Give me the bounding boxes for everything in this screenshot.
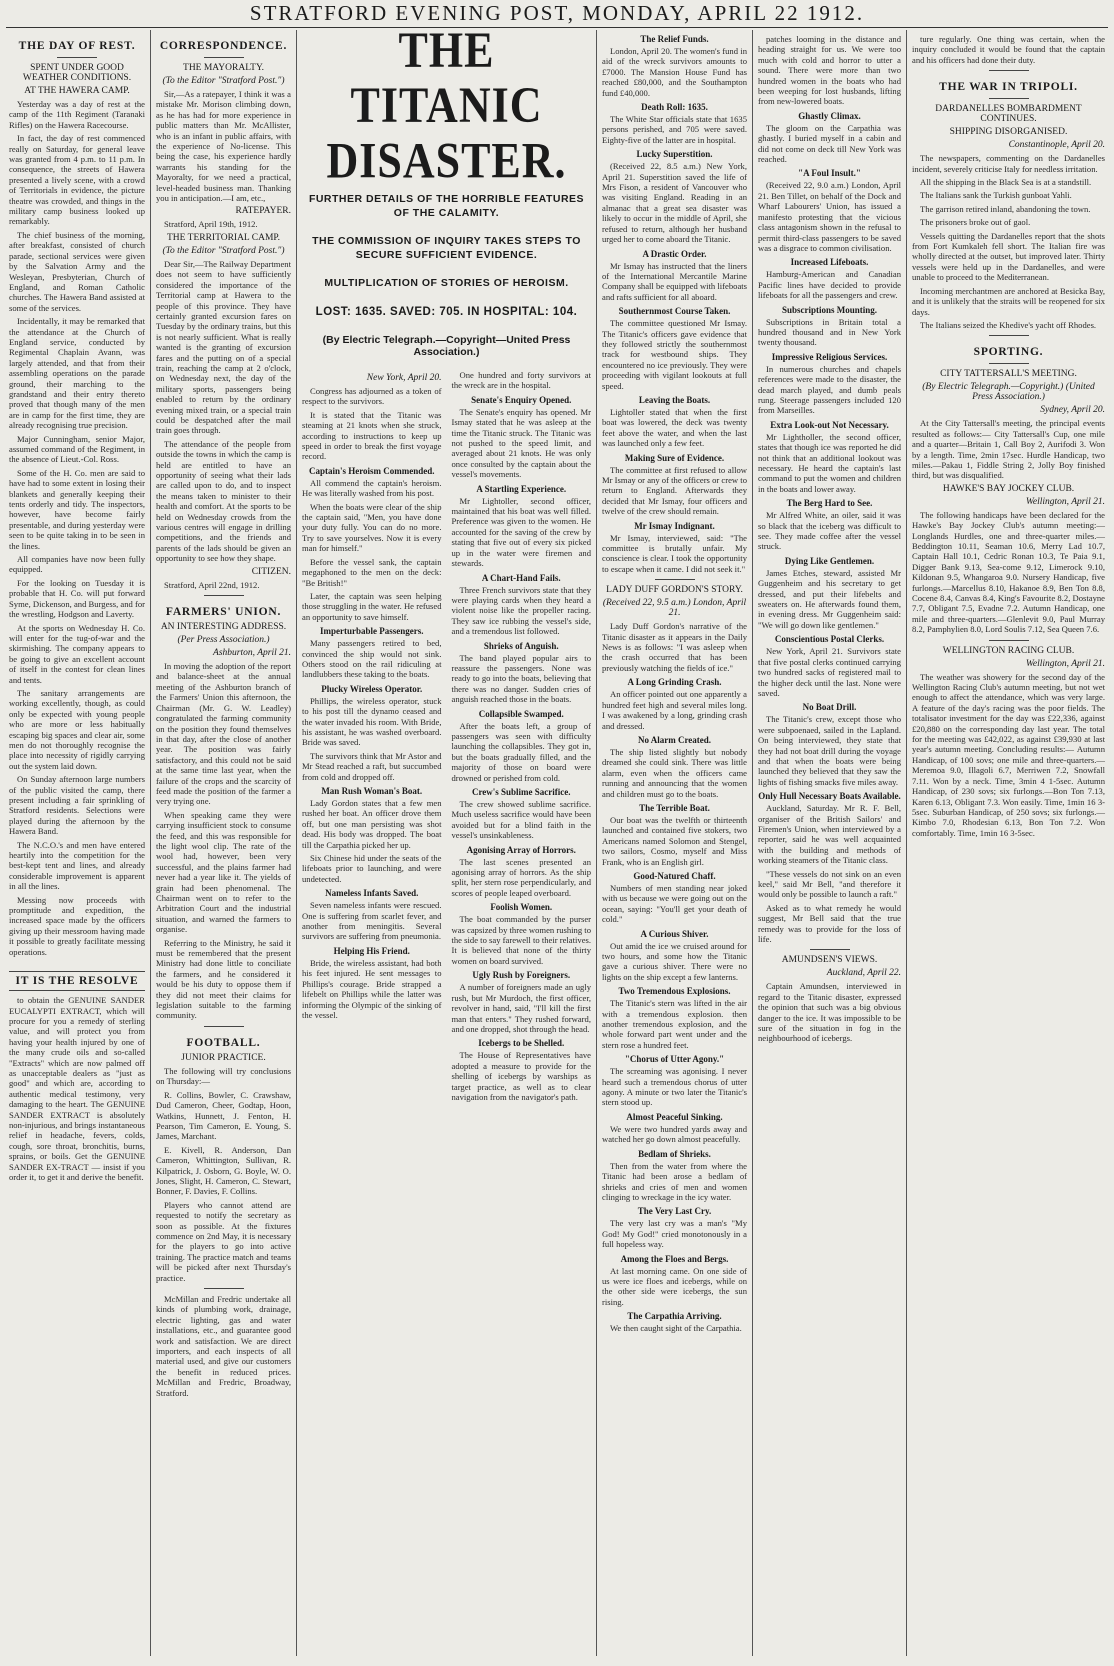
dateline: Sydney, April 20. [1040,405,1105,416]
paragraph: The N.C.O.'s and men have entered heartily into the competition for the best-kept tent and lines, and already considerable improvement is apparent in all the lines. [9,839,145,892]
paragraph: Dear Sir,—The Railway Department does not seem to have sufficiently considered the importance of the Territorial camp at Hawera to the people of this province. They have certainly granted excursion fares on Tuesday by the ordinary trains, but this is not nearly sufficient. What is really wanted is the granting of excursion fares and the putting on of a special train, reaching the camp at 2 o'clock, on Wednesday next, the day of the military sports, passengers being enabled to return by the ordinary evening mixed train, or a special train could be despatched after the mail train goes through. [156,258,291,436]
crosshead: Man Rush Woman's Boat. [321,786,423,796]
paragraph: In moving the adoption of the report and balance-sheet at the annual meeting of the Ashburton branch of the Farmers' Union this afternoon, the Chairman (Mr. G. W. Leadley) congratulated the farming community on the position they found themselves in that day, after the close of another year. The position was fairly satisfactory, and this could not be said at the same time last year, when the failure of the crops and the scarcity of feed made the position of the farmer a very trying one. [156,661,291,807]
press-credit: (By Electric Telegraph.—Copyright.) (United Press Association.) [922,382,1095,403]
paragraph: An officer pointed out one apparently a hundred feet high and several miles long. I was awakened by a long, grinding crash and dressed. [602,689,747,731]
letter-date: Stratford, April 19th, 1912. [164,219,258,230]
crosshead: Nameless Infants Saved. [325,888,419,899]
paragraph: The White Star officials state that 1635 persons perished, and 705 were saved. Eighty-five of the latter are in hospital. [602,114,747,145]
dateline: (Received 22, 9.5 a.m.) London, April 21. [602,598,747,619]
paragraph: Later, the captain was seen helping those struggling in the water. He refused an opportunity to save himself. [302,590,442,622]
paragraph: At last morning came. On one side of us were ice floes and icebergs, while on the other side were icebergs, the sun rising. [602,1265,747,1307]
paragraph: The gloom on the Carpathia was ghastly. I buried myself in a cabin and did not come on deck till New York was reached. [758,122,901,165]
paragraph: (Received 22, 9.0 a.m.) London, April 21. Ben Tillet, on behalf of the Dock and Wharf Labourers' Union, has issued a manifesto protesting that the vicious class antagonism shown in the refusal to permit third-class passengers to be saved was a disgrace to common civilisation. [758,180,901,253]
paragraph: Bride, the wireless assistant, had both his feet injured. He sent messages to Phillips's courage. Bride strapped a lifebelt on Phillips while the latter was informing the Olympic of the sinking of the vessel. [302,957,442,1020]
section-headline: SPORTING. [973,346,1044,359]
crosshead: A Long Grinding Crash. [627,677,722,688]
paragraph: Sir,—As a ratepayer, I think it was a mistake Mr. Morison climbing down, as he has had for more experience in public matters than Mr. McAllister, who is an infant in public affairs, with the experience of No-license. This being the case, his experience hardly warrants his standing for the Mayoralty, for we need a practical, level-headed business man. Thanking you in anticipation.—I am, etc., [156,89,291,204]
paragraph: Phillips, the wireless operator, stuck to his post till the dynamo ceased and the water invaded his room. With Bride, his assistant, he was washed overboard. Bride was saved. [302,695,442,748]
press-credit: (Per Press Association.) [177,635,270,646]
paragraph: Mr Alfred White, an oiler, said it was so black that the iceberg was difficult to see. They made coffee after the vessel struck. [758,510,901,552]
paragraph: Our boat was the twelfth or thirteenth launched and contained five stokers, two Americans named Solomon and Stengel, two sailors, Cosmo, myself and Miss Frank, who is an English girl. [602,814,747,867]
paragraph: It is stated that the Titanic was steaming at 21 knots when she struck, according to instructions to keep up speed in order to break the first voyage record. [302,409,442,462]
headline-deck: MULTIPLICATION OF STORIES OF HEROISM. [324,277,569,289]
crosshead: Mr Ismay Indignant. [634,520,715,531]
paragraph: Mr Ismay, interviewed, said: "The committee is brutally unfair. My conscience is clear. I took the opportunity to escape when it came. I did not seek it." [602,532,747,574]
paragraph: Out amid the ice we cruised around for two hours, and some how the Titanic gave a curious shiver. There were no lights on the ship except a few lanterns. [602,940,747,982]
column-2 [151,30,296,1656]
paragraph: The newspapers, commenting on the Dardanelles incident, severely criticise Italy for needless irritation. [912,153,1105,174]
paragraph: The Italians sank the Turkish gunboat Yahli. [920,190,1072,201]
paragraph: The committee questioned Mr Ismay. The Titanic's officers gave evidence that they followed strictly the southernmost track for westbound ships. They encountered no ice previously. They were proceeding with vigilant lookouts at full speed. [602,318,747,391]
paragraph: After the boats left, a group of passengers was seen with difficulty launching the collapsibles. They got in, but the boats gradually filled, and the majority of those on board were drowned or perished from cold. [451,720,591,783]
paragraph: James Etches, steward, assisted Mr Guggenheim and his secretary to get dressed, and put their lifebelts and sweaters on. He afterwards found them, in evening dress. Mr Guggenheim said: "We will go down like gentlemen." [758,567,901,630]
paragraph: The sanitary arrangements are working excellently, though, as could only be expected with young people who are more or less habitually escaping big spaces and clear air, some men do not thoroughly recognise the place into necessity of rigidly carrying out the system laid down. [9,687,145,771]
divider [989,335,1029,336]
divider [655,579,695,580]
paragraph: In fact, the day of rest commenced really on Saturday, for general leave was granted from 4 p.m. to 11 p.m. In consequence, the streets of Hawera presented a lively scene, with a crowd of Territorials in evidence, the picture theatre was crowded, and things in the military camp business looked up remarkably. [9,133,145,227]
paragraph: Incoming merchantmen are anchored at Besicka Bay, and it is unlikely that the straits will be reopened for six days. [912,285,1105,317]
crosshead: Almost Peaceful Sinking. [626,1111,723,1122]
column-6 [907,30,1110,1656]
crosshead: Lucky Superstition. [636,149,713,160]
paragraph: Asked as to what remedy he would suggest, Mr Bell said that the true remedy was to provide for the loss of life. [758,902,901,945]
dateline: Wellington, April 21. [1025,496,1105,507]
paragraph: When the boats were clear of the ship the captain said, "Men, you have done your duty fully. You can do no more. Try to save yourselves. Now it is every man for himself." [302,501,442,554]
paragraph: At the City Tattersall's meeting, the principal events resulted as follows:— City Tattersall's Cup, one mile and a quarter—Britain 1, Call Boy 2, Aurifodi 3. Won by a length. Time, 2min 17sec. Hurdle Handicap, two miles.—Pakau 1, Fiddle String 2, Jolly Boy finished third, but was disqualified. [912,418,1105,481]
paragraph: We then caught sight of the Carpathia. [610,1323,742,1334]
letter-signature: CITIZEN. [251,566,291,577]
crosshead: Dying Like Gentlemen. [784,555,875,566]
main-headline: THE TITANIC DISASTER. [326,30,567,189]
paragraph: For the looking on Tuesday it is probable that H. Co. will put forward Syme, Dickenson, and Burgess, and for the wrestling, Hodgson and Laverty. [9,577,145,620]
crosshead: Plucky Wireless Operator. [321,683,423,694]
paragraph: Congress has adjourned as a token of respect to the survivors. [302,386,442,407]
article-headline: FARMERS' UNION. [165,606,282,619]
paragraph: Seven nameless infants were rescued. One is suffering from scarlet fever, and another from meningitis. Several survivors are suffering from pneumonia. [302,900,442,942]
paragraph: (Received 22, 8.5 a.m.) New York, April 21. Superstition saved the life of Mrs Fison, a resident of Vancouver who was visiting England. Reading in an almanac that a great sea disaster was likely to occur in the middle of April, she refused to return, although her husband urged her to come aboard the Titanic. [602,161,747,245]
paragraph: Three French survivors state that they were playing cards when they heard a violent noise like the propeller racing. They saw ice rubbing the vessel's side, and a tremendous list followed. [451,584,591,637]
crosshead: Icebergs to be Shelled. [478,1038,565,1049]
paragraph: The boat commanded by the purser was capsized by three women rushing to the side to say farewell to their relatives. It is believed that none of the thirty women on board survived. [451,914,591,966]
divider [989,363,1029,364]
crosshead: Collapsible Swamped. [478,708,564,719]
masthead: STRATFORD EVENING POST, MONDAY, APRIL 22 1912. [249,1,865,25]
paragraph: All commend the captain's heroism. He was literally washed from his post. [302,477,442,499]
crosshead: Only Hull Necessary Boats Available. [758,791,901,802]
headline-deck: THE COMMISSION OF INQUIRY TAKES STEPS TO SECURE SUFFICIENT EVIDENCE. [312,235,581,261]
paragraph: R. Collins, Bowler, C. Crawshaw, Dud Cameron, Cheer, Godtap, Hoon, Watkins, Hunnett, J. Fenton, H. Pearson, Tim Cameron, E. Young, S. James, Marchant. [156,1089,291,1142]
paragraph: Then from the water from where the Titanic had been arose a bedlam of shrieks and cries of men and women clinging to wreckage in the icy water. [602,1160,747,1202]
paragraph: London, April 20. The women's fund in aid of the wreck survivors amounts to £7000. The Mansion House Fund has reached £80,000, and the Southampton fund £40,000. [602,46,747,98]
paragraph: When speaking came they were carrying insufficient stock to consume the feed, and this was responsible for the light wool clip. The rate of the wool had, however, been very successful, and the plains farmer had never had a year like it. The yields of grain had been phenomenal. The Chairman went on to refer to the Arbitration Court and the industrial situation, and warned the farmers to organise. [156,809,291,935]
paragraph: The House of Representatives have adopted a measure to provide for the shelling of icebergs by warships as target practice, as well as to clear navigation from the navigator's path. [451,1050,591,1102]
letter-headline: THE TERRITORIAL CAMP. [166,232,281,243]
paragraph: The chief business of the morning, after breakfast, consisted of church parade, sectional services were given by the Salvation Army and the Wesleyan, Presbyterian, Church of England, and Roman Catholic churches. The Hawera Band assisted at some of the services. [9,229,145,313]
crosshead: Among the Floes and Bergs. [620,1253,729,1264]
divider [989,98,1029,99]
divider [204,1026,244,1027]
paragraph: ture regularly. One thing was certain, when the inquiry concluded it would be found that the captain and his officers had done their duty. [912,34,1105,65]
paragraph: Mr Lightoller, second officer, maintained that his boat was well filled. Preference was given to the women. He accounted for the saving of the crew by stating that five out of every six picked up in the water were firemen and stewards. [451,495,591,569]
paragraph: Major Cunningham, senior Major, assumed command of the Regiment, in the absence of Lieut.-Col. Ross. [9,433,145,465]
paragraph: New York, April 21. Survivors state that five postal clerks continued carrying two hundred sacks of registered mail to the higher deck until the last. None were saved. [758,646,901,698]
paragraph: Yesterday was a day of rest at the camp of the 11th Regiment (Taranaki Rifles) on the Hawera Racecourse. [9,99,145,130]
paragraph: The survivors think that Mr Astor and Mr Stead reached a raft, but succumbed from cold and dropped off. [302,750,442,782]
divider [989,70,1029,71]
advert-text: to obtain the GENUINE SANDER EUCALYPTI EXTRACT, which will procure for you a remedy of sterling value, and will protect you from having your health injured by one of the many crude oils and so-called "Extracts" which are now palmed off as unacceptable dealers as "just as good" and which are, according to authentic medical testimony, very damaging to the heart. The GENUINE SANDER EXTRACT is absolutely non-injurious, and brings instantaneous relief in headache, fevers, colds, cough, sore throat, bronchitis, burns, sprains, or boils. Get the GENUINE SANDER EX-TRACT — insist if you order it, to get it and derive the benefit. [9,995,145,1182]
paragraph: The Italians seized the Khedive's yacht off Rhodes. [920,319,1097,330]
titanic-subcolumn-right [452,370,592,1105]
letter-date: Stratford, April 22nd, 1912. [164,579,260,590]
crosshead: Foolish Women. [490,902,553,913]
letter-signature: RATEPAYER. [235,206,291,217]
titanic-subcolumn-left [302,370,442,1105]
paragraph: The garrison retired inland, abandoning the town. [920,203,1091,214]
crosshead: Making Sure of Evidence. [624,452,725,463]
dateline: Ashburton, April 21. [213,648,291,659]
article-headline: THE WAR IN TRIPOLI. [939,81,1078,94]
article-subhead: SPENT UNDER GOOD WEATHER CONDITIONS. [22,63,132,83]
article-subhead: JUNIOR PRACTICE. [181,1052,266,1063]
paragraph: Lady Gordon states that a few men rushed her boat. An officer drove them off, but one man persisting was shot dead. His body was dropped. The boat till the Carpathia picked her up. [302,798,442,850]
paragraph: Players who cannot attend are requested to notify the secretary as soon as possible. At the fixtures commence on 2nd May, it is necessary for the players to go into active training. The practice match and teams will be picked after next Thursday's practice. [156,1199,291,1283]
paragraph: Six Chinese hid under the seats of the lifeboats prior to launching, and were undetected. [302,853,442,884]
crosshead: The Berg Hard to See. [786,498,873,509]
paragraph: The following will try conclusions on Thursday:— [156,1065,291,1087]
crosshead: Bedlam of Shrieks. [638,1148,711,1159]
paragraph: On Sunday afternoon large numbers of the public visited the camp, there present including a fair sprinkling of Stratford residents. Selections were played during the afternoon by the Hawera Band. [9,774,145,837]
paragraph: The prisoners broke out of gaol. [920,217,1031,228]
paragraph: Referring to the Ministry, he said it must be remembered that the present Ministry had done little to conciliate the farmers, and he considered it would be his duty to oppose them if they did not meet their claims for legislation suitable to the farming community. [156,937,291,1021]
paragraph: Hamburg-American and Canadian Pacific lines have decided to provide lifeboats for all the passengers and crew. [758,269,901,301]
column-5 [753,30,906,1656]
crosshead: Impressive Religious Services. [771,351,888,362]
crosshead: "Chorus of Utter Agony." [624,1054,725,1065]
crosshead: Agonising Array of Horrors. [466,844,576,855]
paragraph: Messing now proceeds with promptitude and expedition, the increased space made by the officers giving up their messroom having made it possible to greatly facilitate messing operations. [9,894,145,957]
crosshead: The Very Last Cry. [637,1206,712,1217]
letter-address: (To the Editor "Stratford Post.") [162,76,285,86]
divider [989,640,1029,641]
article-headline: FOOTBALL. [186,1036,261,1049]
article-headline: AMUNDSEN'S VIEWS. [781,955,878,966]
crosshead: Imperturbable Passengers. [320,626,424,637]
paragraph: Captain Amundsen, interviewed in regard to the Titanic disaster, expressed the opinion that such was a big obvious danger to the ice. It was impossible to be sure of the situation in fog in the neighbourhood of icebergs. [758,981,901,1044]
crosshead: Crew's Sublime Sacrifice. [471,787,571,797]
paragraph: Lady Duff Gordon's narrative of the Titanic disaster as it appears in the Daily News is as follows: "I was asleep when the crash occurred that has been previously watching the fields of ice." [602,621,747,673]
crosshead: Increased Lifeboats. [790,257,869,268]
paragraph: At the sports on Wednesday H. Co. will enter for the tug-of-war and the skirmishing. The company appears to be going to give an excellent account of itself in the contest for clean lines and tents. [9,622,145,685]
article-subhead: SHIPPING DISORGANISED. [949,127,1068,138]
column-4 [597,30,752,1656]
crosshead: Leaving the Boats. [638,394,711,405]
paragraph: All the shipping in the Black Sea is at a standstill. [920,177,1092,188]
paragraph: The attendance of the people from outside the towns in which the camp is held are entitled to have an opportunity of seeing what their lads are called upon to do, and to inspect the means taken to minister to their health and comfort. At the sports to be held on Wednesday crowds from the various centres will engage in drilling competitions, and the friends and parents of the lads should be given an opportunity to see how they shape. [156,438,291,564]
dateline: Auckland, April 22. [826,968,901,979]
crosshead: "A Foul Insult." [798,168,861,179]
crosshead: Two Tremendous Explosions. [618,986,731,997]
divider [204,595,244,596]
divider [810,949,850,950]
crosshead: Conscientious Postal Clerks. [774,634,885,645]
paragraph: Incidentally, it may be remarked that the attendance at the Church of England service, conducted by Regimental Chaplain Avann, was largely attended, and that from their assembling operations on the parade ground, their marching to the grandstand and their entry thereto proved that though many of the men are in camp for the first time, they are already recognising true precision. [9,316,145,431]
crosshead: Senate's Enquiry Opened. [471,394,572,405]
paragraph: In numerous churches and chapels references were made to the disaster, the dead march played, and dumb peals rung. Steerage passengers included 120 from Marseilles. [758,363,901,416]
paragraph: The screaming was agonising. I never heard such a tremendous chorus of utter agony. A minute or two later the Titanic's stern stood up. [602,1066,747,1108]
column-1 [4,30,150,1656]
crosshead: No Alarm Created. [637,734,712,745]
paragraph: All companies have now been fully equipped. [9,554,145,575]
paragraph: Numbers of men standing near joked with us because we were going out on the ocean, saying: "You'll get your death of cold." [602,882,747,925]
crosshead: The Carpathia Arriving. [627,1311,722,1322]
article-headline: WELLINGTON RACING CLUB. [942,645,1075,656]
paragraph: patches looming in the distance and heading straight for us. We were too much with cold and horror to utter a sound. There were more than two hundred women in the boats who had been weeping for lost husbands, lifting from new-lowered boats. [758,34,901,107]
crosshead: A Startling Experience. [476,483,567,494]
letter-headline: THE MAYORALTY. [183,63,264,73]
crosshead: The Relief Funds. [640,34,709,44]
crosshead: A Chart-Hand Fails. [481,572,561,583]
paragraph: The weather was showery for the second day of the Wellington Racing Club's autumn meeting, but not wet enough to affect the attendance, which was very large. A feature of the day's racing was the poor fields. The totalisator investment for the day was £22,336, against £20,880 on the corresponding day last year. The total for the meeting was £42,022, as against £39,930 at last year's autumn meeting. Concluding results:— Autumn Handicap, of 100 sovs; one mile and three-quarters.—Meremoa 9.0, Illagoli 6.7, Merriwen 7.2, Snowfall 7.11. Won by a neck. Time, 3min 4 1-5sec. Autumn Handicap, of 230 sovs; six furlongs.—Bon Ton 7.13, Karen 6.13, Obligant 7.3. Won easily. Time, 1min 16 3-5sec. Suburban Handicap, of 250 sovs; six furlongs.—Kimbo 7.0, Rhodesian 6.13, Bon Ton 7.2. Won comfortably. Time, 1min 16 3-5sec. [912,671,1105,838]
article-headline: THE DAY OF REST. [18,40,136,52]
crosshead: Subscriptions Mounting. [781,304,878,315]
masthead-rule [6,27,1108,28]
crosshead: A Curious Shiver. [640,928,709,939]
paragraph: The band played popular airs to reassure the passengers. None was ready to go into the boats, believing that there was no danger. Sudden cries of anguish reached those in the boats. [451,652,591,705]
paragraph: The very last cry was a man's "My God! My God!" cried monotonously in a full hopeless way. [602,1218,747,1250]
paragraph: The crew showed sublime sacrifice. Much useless sacrifice would have been avoided but for a blind faith in the vessel's unsinkableness. [451,799,591,841]
headline-deck: FURTHER DETAILS OF THE HORRIBLE FEATURES OF THE CALAMITY. [308,193,585,219]
paragraph: Mr Ismay has instructed that the liners of the International Mercantile Marine Company shall be equipped with lifeboats and rafts sufficient for all aboard. [602,260,747,302]
paragraph: Subscriptions in Britain total a hundred thousand and in New York twenty thousand. [758,316,901,348]
divider [204,1288,244,1289]
paragraph: Mr Lightholler, the second officer, states that though ice was reported he did not think that an additional lookout was necessary. He heard the captain's last command to put the women and children in the boats and lower away. [758,431,901,494]
titanic-subcolumns [302,370,591,1105]
advert-text: McMillan and Fredric undertake all kinds of plumbing work, drainage, electric lighting, gas and water installations, etc., and guarantee good work and satisfaction. We are direct importers, and each inspects of all material used, and give our customers the benefit in reduced prices. McMillan and Fredric, Broadway, Stratford. [156,1294,291,1398]
article-subhead: AT THE HAWERA CAMP. [24,86,130,96]
paragraph: One hundred and forty survivors at the wreck are in the hospital. [451,370,591,391]
paragraph: Vessels quitting the Dardanelles report that the shots from Fort Kumkaleh fell short. The Italian fire was wholly directed at the outset, but improved later. Thirty vessels were held up in the Dardanelles, and were unable to proceed to the Mediterranean. [912,230,1105,283]
crosshead: Captain's Heroism Commended. [308,465,435,476]
advert-headline: IT IS THE RESOLVE [9,971,145,991]
paragraph: The ship listed slightly but nobody dreamed she could sink. There was little alarm, even when the officers came running and announcing that the women and children must go to the boats. [602,746,747,799]
paragraph: The last scenes presented an agonising array of horrors. As the ship split, her stern rose perpendicularly, and scores of people leaped overboard. [451,856,591,898]
paragraph: The Titanic's stern was lifted in the air with a tremendous explosion. then another tremendous explosion, and the whole forward part went under and the stern rose a hundred feet. [602,998,747,1050]
dateline: New York, April 20. [366,373,442,383]
paragraph: Lightoller stated that when the first boat was lowered, the deck was twenty feet above the water, and when the last was launched only a few feet. [602,406,747,449]
section-headline: CORRESPONDENCE. [159,40,288,52]
paragraph: "These vessels do not sink on an even keel," said Mr Bell, "and therefore it would only be possible to launch a raft." [758,868,901,900]
crosshead: No Boat Drill. [802,702,857,713]
paragraph: A number of foreigners made an ugly rush, but Mr Murdoch, the first officer, revolver in hand, said, "I'll kill the first man that enters." They rushed forward, and one dropped, shot through the head. [451,982,591,1034]
crosshead: Helping His Friend. [333,945,410,956]
casualty-figures: LOST: 1635. SAVED: 705. IN HOSPITAL: 104. [315,306,578,318]
article-headline: CITY TATTERSALL'S MEETING. [940,369,1077,380]
crosshead: Death Roll: 1635. [641,102,708,113]
crosshead: Shrieks of Anguish. [483,640,559,651]
byline: (By Electric Telegraph.—Copyright—United Press Association.) [322,334,571,358]
crosshead: A Drastic Order. [642,248,707,259]
crosshead: The Terrible Boat. [639,802,710,813]
column-titanic [297,30,596,1656]
article-headline: LADY DUFF GORDON'S STORY. [606,585,743,596]
dateline: Wellington, April 21. [1025,658,1105,669]
article-subhead: DARDANELLES BOMBARDMENT CONTINUES. [935,104,1082,125]
dateline: Constantinople, April 20. [1008,140,1105,151]
letter-address: (To the Editor "Stratford Post.") [162,245,285,256]
article-subhead: AN INTERESTING ADDRESS. [160,622,287,633]
crosshead: Southernmost Course Taken. [618,306,731,317]
paragraph: E. Kivell, R. Anderson, Dan Cameron, Whittington, Sullivan, R. Kilpatrick, J. Osborn, G. Boyle, W. O. Jones, Slight, H. Cameron, C. Stewart, Bonner, F. Davies, F. Collins. [156,1144,291,1197]
paragraph: Before the vessel sank, the captain megaphoned to the men on the deck: "Be British!" [302,556,442,588]
divider [204,57,244,58]
crosshead: Extra Look-out Not Necessary. [770,419,889,430]
paragraph: The Senate's enquiry has opened. Mr Ismay stated that he was asleep at the time the Titanic struck. The Titanic was not pushed to the speed limit, and averaged about 21 knots. He was only once consulted by the captain about the vessel's movements. [451,406,591,480]
crosshead: Good-Natured Chaff. [633,870,716,881]
article-headline: HAWKE'S BAY JOCKEY CLUB. [942,483,1075,494]
divider [57,57,97,58]
paragraph: The following handicaps have been declared for the Hawke's Bay Jockey Club's autumn meeting:— Longlands Hurdles, one and three-quarter miles.—Beddington 10.11, Seaman 10.6, Merry Lad 10.7, Captain Hall 10.1, Cedric Ronan 10.3, Te Paia 9.1, Digger Bank 9.13, Sea-come 9.12, Limerock 9.10, Kildonan 9.5, Whangaroa 9.0. Nursery Handicap, five furlongs.—Marcellus 8.10, Hakanoe 8.9, Ben Ton 8.8, Cocene 8.4, Canvas 8.4, King's Favourite 8.2, Dostayne 7.7, Obligant 7.5, Evadne 7.2. Autumn Handicap, one mile and three-quarters.—Glenlevit 9.0, Paul Murray 8.2, Pamphylien 8.0, Lord Soulis 7.12, Sea Queen 7.6. [912,509,1105,635]
paragraph: Auckland, Saturday. Mr R. F. Bell, organiser of the British Sailors' and Firemen's Union, when interviewed by a reporter, said he was well acquainted with the building and methods of working steamers of the Titanic class. [758,803,901,866]
paragraph: The committee at first refused to allow Mr Ismay or any of the officers or crew to return to England. Afterwards they decided that Mr Ismay, four officers and twelve of the crew should remain. [602,464,747,517]
paragraph: We were two hundred yards away and watched her go down almost peacefully. [602,1123,747,1145]
paragraph: Many passengers retired to bed, convinced the ship would not sink. Others stood on the rail ridiculing at landlubbers these taking to the boats. [302,638,442,680]
crosshead: Ghastly Climax. [798,110,861,121]
paragraph: Some of the H. Co. men are said to have had to some extent in losing their blankets and generally keeping their tents orderly and tidy. The inspectors, however, have become fairly presentable, and during yesterday were seen to be quite taking in to be seen in the lines. [9,467,145,551]
paragraph: The Titanic's crew, except those who were subpoenaed, sailed in the Lapland. On being interviewed, they state that they had not boat drill during the voyage and that when the boats were being launched they believed that they saw the lights of fishing smacks five miles away. [758,714,901,787]
crosshead: Ugly Rush by Foreigners. [472,970,571,981]
